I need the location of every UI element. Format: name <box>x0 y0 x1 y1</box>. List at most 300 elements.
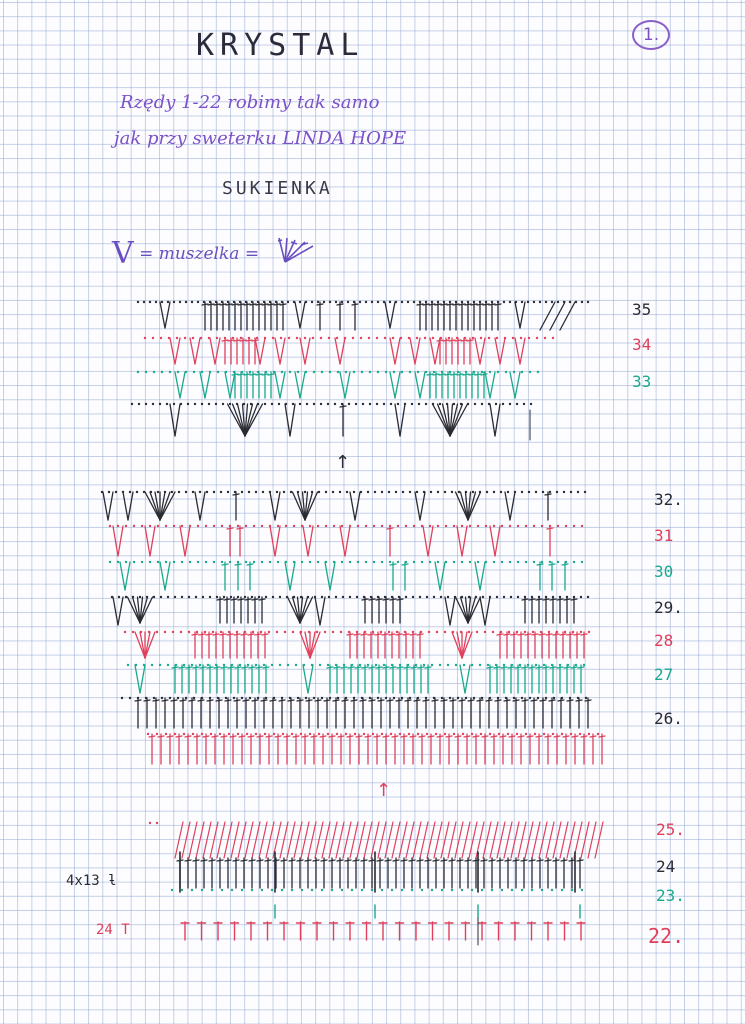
stitch-mark <box>144 700 150 701</box>
stitch-mark <box>341 667 347 668</box>
stitch-mark <box>500 338 505 364</box>
chain-mark <box>336 337 338 339</box>
chain-mark <box>561 733 563 735</box>
chain-mark <box>216 337 218 339</box>
stitch-mark <box>234 340 240 341</box>
stitch-mark <box>581 736 587 737</box>
stitch-mark <box>186 667 192 668</box>
chain-mark <box>264 733 266 735</box>
stitch-mark <box>577 860 583 861</box>
chain-mark <box>415 664 417 666</box>
stitch-mark <box>557 667 563 668</box>
stitch-mark <box>518 634 524 635</box>
chain-mark <box>507 491 509 493</box>
chain-mark <box>197 301 199 303</box>
chain-mark <box>549 491 551 493</box>
stitch-mark <box>546 822 554 858</box>
chain-mark <box>208 403 210 405</box>
stitch-mark <box>417 304 423 305</box>
chain-mark <box>255 664 257 666</box>
stitch-mark <box>376 667 382 668</box>
stitch-mark <box>417 634 423 635</box>
stitch-mark <box>203 822 211 858</box>
stitch-mark <box>200 667 206 668</box>
chain-mark <box>321 596 323 598</box>
stitch-mark <box>189 700 195 701</box>
stitch-mark <box>445 597 450 625</box>
chain-mark <box>426 733 428 735</box>
stitch-mark <box>302 736 308 737</box>
chain-mark <box>417 371 419 373</box>
chain-mark <box>543 664 545 666</box>
chain-mark <box>335 301 337 303</box>
chain-mark <box>376 403 378 405</box>
chain-mark <box>581 561 583 563</box>
stitch-mark <box>483 304 489 305</box>
stitch-mark <box>469 822 477 858</box>
stitch-mark <box>571 667 577 668</box>
stitch-mark <box>310 632 315 658</box>
chain-mark <box>407 301 409 303</box>
stitch-mark <box>545 860 551 861</box>
chain-mark <box>160 596 162 598</box>
chain-mark <box>318 733 320 735</box>
stitch-mark <box>554 736 560 737</box>
chain-mark <box>516 403 518 405</box>
chain-mark <box>496 596 498 598</box>
stitch-mark <box>233 494 239 495</box>
chain-mark <box>374 491 376 493</box>
chain-mark <box>159 403 161 405</box>
stitch-mark <box>395 404 400 436</box>
chain-mark <box>393 371 395 373</box>
chain-mark <box>333 525 335 527</box>
chain-mark <box>149 561 151 563</box>
stitch-mark <box>399 822 407 858</box>
stitch-mark <box>427 374 433 375</box>
stitch-mark <box>365 736 371 737</box>
row-label: 25. <box>656 820 685 839</box>
chain-mark <box>192 337 194 339</box>
chain-mark <box>167 664 169 666</box>
stitch-mark <box>387 700 393 701</box>
chain-mark <box>328 337 330 339</box>
stitch-mark <box>334 667 340 668</box>
chain-mark <box>354 733 356 735</box>
chain-mark <box>317 561 319 563</box>
stitch-mark <box>574 634 580 635</box>
stitch-mark <box>171 700 177 701</box>
row-label: 22. <box>648 924 685 948</box>
chain-mark <box>553 697 555 699</box>
chain-mark <box>173 525 175 527</box>
chain-mark <box>507 733 509 735</box>
chain-mark <box>304 491 306 493</box>
chain-mark <box>531 889 533 891</box>
stitch-mark <box>443 340 449 341</box>
chain-mark <box>187 403 189 405</box>
chain-mark <box>129 697 131 699</box>
stitch-mark <box>162 700 168 701</box>
stitch-mark <box>465 665 470 693</box>
stitch-mark <box>501 667 507 668</box>
chain-mark <box>537 371 539 373</box>
stitch-mark <box>315 700 321 701</box>
stitch-mark <box>581 634 587 635</box>
stitch-mark <box>340 526 345 556</box>
stitch-mark <box>270 492 275 520</box>
chain-mark <box>439 664 441 666</box>
chain-mark <box>129 491 131 493</box>
stitch-mark <box>415 338 420 364</box>
stitch-mark <box>529 599 535 600</box>
chain-mark <box>474 403 476 405</box>
chain-mark <box>573 525 575 527</box>
stitch-mark <box>214 304 220 305</box>
chain-mark <box>329 697 331 699</box>
chain-mark <box>321 889 323 891</box>
chain-mark <box>581 525 583 527</box>
chain-mark <box>167 596 169 598</box>
stitch-mark <box>362 599 368 600</box>
chain-mark <box>263 664 265 666</box>
chain-mark <box>376 337 378 339</box>
row-label: 35 <box>632 300 652 319</box>
chain-mark <box>245 561 247 563</box>
stitch-mark <box>549 700 555 701</box>
chain-mark <box>461 561 463 563</box>
stitch-mark <box>489 304 495 305</box>
stitch-mark <box>495 404 500 436</box>
stitch-mark <box>295 372 300 398</box>
chain-mark <box>327 664 329 666</box>
stitch-mark <box>449 340 455 341</box>
chain-mark <box>327 403 329 405</box>
stitch-mark <box>275 526 280 556</box>
stitch-mark <box>500 736 506 737</box>
stitch-mark <box>340 338 345 364</box>
chain-mark <box>424 337 426 339</box>
stitch-mark <box>396 634 402 635</box>
stitch-mark <box>455 340 461 341</box>
chain-mark <box>495 403 497 405</box>
stitch-mark <box>247 564 253 565</box>
stitch-mark <box>118 597 123 625</box>
stitch-mark <box>270 700 276 701</box>
legend-text: = muszelka = <box>139 244 260 264</box>
stitch-mark <box>364 822 372 858</box>
stitch-mark <box>273 860 279 861</box>
stitch-mark <box>280 372 285 398</box>
stitch-mark <box>262 304 268 305</box>
chain-mark <box>256 337 258 339</box>
stitch-mark <box>453 304 459 305</box>
chain-mark <box>177 697 179 699</box>
chain-mark <box>260 631 262 633</box>
chain-mark <box>149 525 151 527</box>
chain-mark <box>328 596 330 598</box>
stitch-mark <box>172 667 178 668</box>
stitch-mark <box>353 860 359 861</box>
stitch-mark <box>487 667 493 668</box>
chain-mark <box>532 631 534 633</box>
stitch-mark <box>303 665 308 693</box>
chain-mark <box>152 403 154 405</box>
chain-mark <box>206 491 208 493</box>
chain-mark <box>173 403 175 405</box>
stitch-mark <box>447 304 453 305</box>
chain-mark <box>309 733 311 735</box>
chain-mark <box>171 889 173 891</box>
chain-mark <box>318 491 320 493</box>
chain-mark <box>552 337 554 339</box>
chain-mark <box>527 301 529 303</box>
chain-mark <box>152 337 154 339</box>
chain-mark <box>421 561 423 563</box>
chain-mark <box>432 337 434 339</box>
stitch-mark <box>248 736 254 737</box>
stitch-mark <box>455 822 463 858</box>
chain-mark <box>237 733 239 735</box>
stitch-mark <box>558 700 564 701</box>
chain-mark <box>511 889 513 891</box>
stitch-mark <box>404 667 410 668</box>
stitch-mark <box>420 372 425 398</box>
chain-mark <box>247 664 249 666</box>
stitch-mark <box>515 372 520 398</box>
chain-mark <box>273 733 275 735</box>
chain-mark <box>545 697 547 699</box>
chain-mark <box>373 525 375 527</box>
stitch-mark <box>420 822 428 858</box>
chain-mark <box>384 337 386 339</box>
chain-mark <box>336 733 338 735</box>
stitch-mark <box>576 700 582 701</box>
chain-mark <box>161 371 163 373</box>
chain-mark <box>337 371 339 373</box>
stitch-mark <box>563 736 569 737</box>
chain-mark <box>383 403 385 405</box>
chain-mark <box>279 596 281 598</box>
stitch-mark <box>369 700 375 701</box>
chain-mark <box>501 561 503 563</box>
stitch-mark <box>464 736 470 737</box>
chain-mark <box>157 561 159 563</box>
chain-mark <box>207 664 209 666</box>
chain-mark <box>439 403 441 405</box>
stitch-mark <box>423 526 428 556</box>
stitch-mark <box>217 599 223 600</box>
stitch-mark <box>494 667 500 668</box>
chain-mark <box>557 301 559 303</box>
chain-mark <box>306 403 308 405</box>
chain-mark <box>462 733 464 735</box>
stitch-mark <box>510 372 515 398</box>
stitch-mark <box>285 404 290 436</box>
stitch-mark <box>513 860 519 861</box>
stitch-mark <box>203 736 209 737</box>
chain-mark <box>276 491 278 493</box>
stitch-mark <box>505 860 511 861</box>
chain-mark <box>320 337 322 339</box>
chain-mark <box>167 301 169 303</box>
chain-mark <box>501 525 503 527</box>
chain-mark <box>174 596 176 598</box>
chain-mark <box>409 697 411 699</box>
stitch-mark <box>590 736 596 737</box>
chain-mark <box>205 525 207 527</box>
chain-mark <box>157 491 159 493</box>
chain-mark <box>341 301 343 303</box>
stitch-mark <box>135 700 141 701</box>
chain-mark <box>356 596 358 598</box>
stitch-mark <box>401 860 407 861</box>
stitch-mark <box>545 494 551 495</box>
chain-mark <box>461 889 463 891</box>
stitch-mark <box>347 634 353 635</box>
chain-mark <box>156 733 158 735</box>
chain-mark <box>331 889 333 891</box>
chain-mark <box>127 664 129 666</box>
chain-mark <box>533 301 535 303</box>
chain-mark <box>519 664 521 666</box>
stitch-mark <box>261 700 267 701</box>
stitch-mark <box>435 562 440 590</box>
chain-mark <box>199 491 201 493</box>
chain-mark <box>117 561 119 563</box>
stitch-mark <box>206 634 212 635</box>
stitch-mark <box>212 736 218 737</box>
chain-mark <box>453 733 455 735</box>
chain-mark <box>413 301 415 303</box>
stitch-mark <box>167 736 173 737</box>
chain-mark <box>525 561 527 563</box>
chain-mark <box>271 664 273 666</box>
stitch-mark <box>250 304 256 305</box>
stitch-mark <box>287 822 295 858</box>
stitch-mark <box>504 700 510 701</box>
chain-mark <box>369 697 371 699</box>
stitch-mark <box>224 822 232 858</box>
stitch-mark <box>228 667 234 668</box>
stitch-mark <box>360 700 366 701</box>
chain-mark <box>169 371 171 373</box>
chain-mark <box>413 561 415 563</box>
chain-mark <box>496 337 498 339</box>
stitch-mark <box>145 632 155 658</box>
stitch-mark <box>327 667 333 668</box>
stitch-mark <box>185 860 191 861</box>
stitch-mark <box>434 822 442 858</box>
chain-mark <box>251 889 253 891</box>
chain-mark <box>388 631 390 633</box>
stitch-mark <box>158 736 164 737</box>
chain-mark <box>221 889 223 891</box>
chain-mark <box>477 561 479 563</box>
stitch-mark <box>553 860 559 861</box>
chain-mark <box>216 596 218 598</box>
chain-mark <box>449 371 451 373</box>
chain-mark <box>293 525 295 527</box>
stitch-mark <box>262 634 268 635</box>
stitch-mark <box>561 860 567 861</box>
chain-mark <box>181 525 183 527</box>
stitch-mark <box>182 822 190 858</box>
stitch-mark <box>393 860 399 861</box>
stitch-mark <box>560 822 568 858</box>
chain-mark <box>161 301 163 303</box>
chain-mark <box>272 337 274 339</box>
chain-mark <box>360 337 362 339</box>
chain-mark <box>521 491 523 493</box>
chain-mark <box>417 733 419 735</box>
chain-mark <box>145 371 147 373</box>
stitch-mark <box>288 700 294 701</box>
chain-mark <box>299 301 301 303</box>
chain-mark <box>277 561 279 563</box>
chain-mark <box>323 301 325 303</box>
chain-mark <box>570 491 572 493</box>
row-label: 24 <box>656 857 676 876</box>
chain-mark <box>493 491 495 493</box>
chain-mark <box>151 664 153 666</box>
stitch-mark <box>390 599 396 600</box>
stitch-mark <box>238 822 246 858</box>
stitch-mark <box>246 340 252 341</box>
stitch-mark <box>248 634 254 635</box>
chain-mark <box>288 337 290 339</box>
stitch-mark <box>387 528 393 529</box>
stitch-mark <box>252 822 260 858</box>
chain-mark <box>536 337 538 339</box>
chain-mark <box>463 664 465 666</box>
stitch-mark <box>433 374 439 375</box>
chain-mark <box>473 371 475 373</box>
stitch-mark <box>195 492 200 520</box>
stitch-mark <box>550 599 556 600</box>
stitch-mark <box>491 736 497 737</box>
chain-mark <box>381 491 383 493</box>
stitch-mark <box>550 667 556 668</box>
chain-mark <box>283 491 285 493</box>
chain-mark <box>581 301 583 303</box>
stitch-mark <box>392 736 398 737</box>
chain-mark <box>160 337 162 339</box>
chain-mark <box>480 733 482 735</box>
stitch-mark <box>234 634 240 635</box>
chain-mark <box>147 733 149 735</box>
row-label: 30 <box>654 562 674 581</box>
stitch-mark <box>420 492 425 520</box>
chain-mark <box>572 631 574 633</box>
stitch-mark <box>588 822 596 858</box>
chain-mark <box>381 561 383 563</box>
chain-mark <box>381 733 383 735</box>
chain-mark <box>202 596 204 598</box>
stitch-mark <box>401 736 407 737</box>
stitch-mark <box>350 492 355 520</box>
chain-mark <box>517 561 519 563</box>
row-label: 23. <box>656 886 685 905</box>
stitch-mark <box>250 374 256 375</box>
chain-mark <box>301 889 303 891</box>
chain-mark <box>471 889 473 891</box>
stitch-mark <box>585 700 591 701</box>
chain-mark <box>219 733 221 735</box>
stitch-mark <box>564 599 570 600</box>
chain-mark <box>155 301 157 303</box>
chain-mark <box>529 697 531 699</box>
